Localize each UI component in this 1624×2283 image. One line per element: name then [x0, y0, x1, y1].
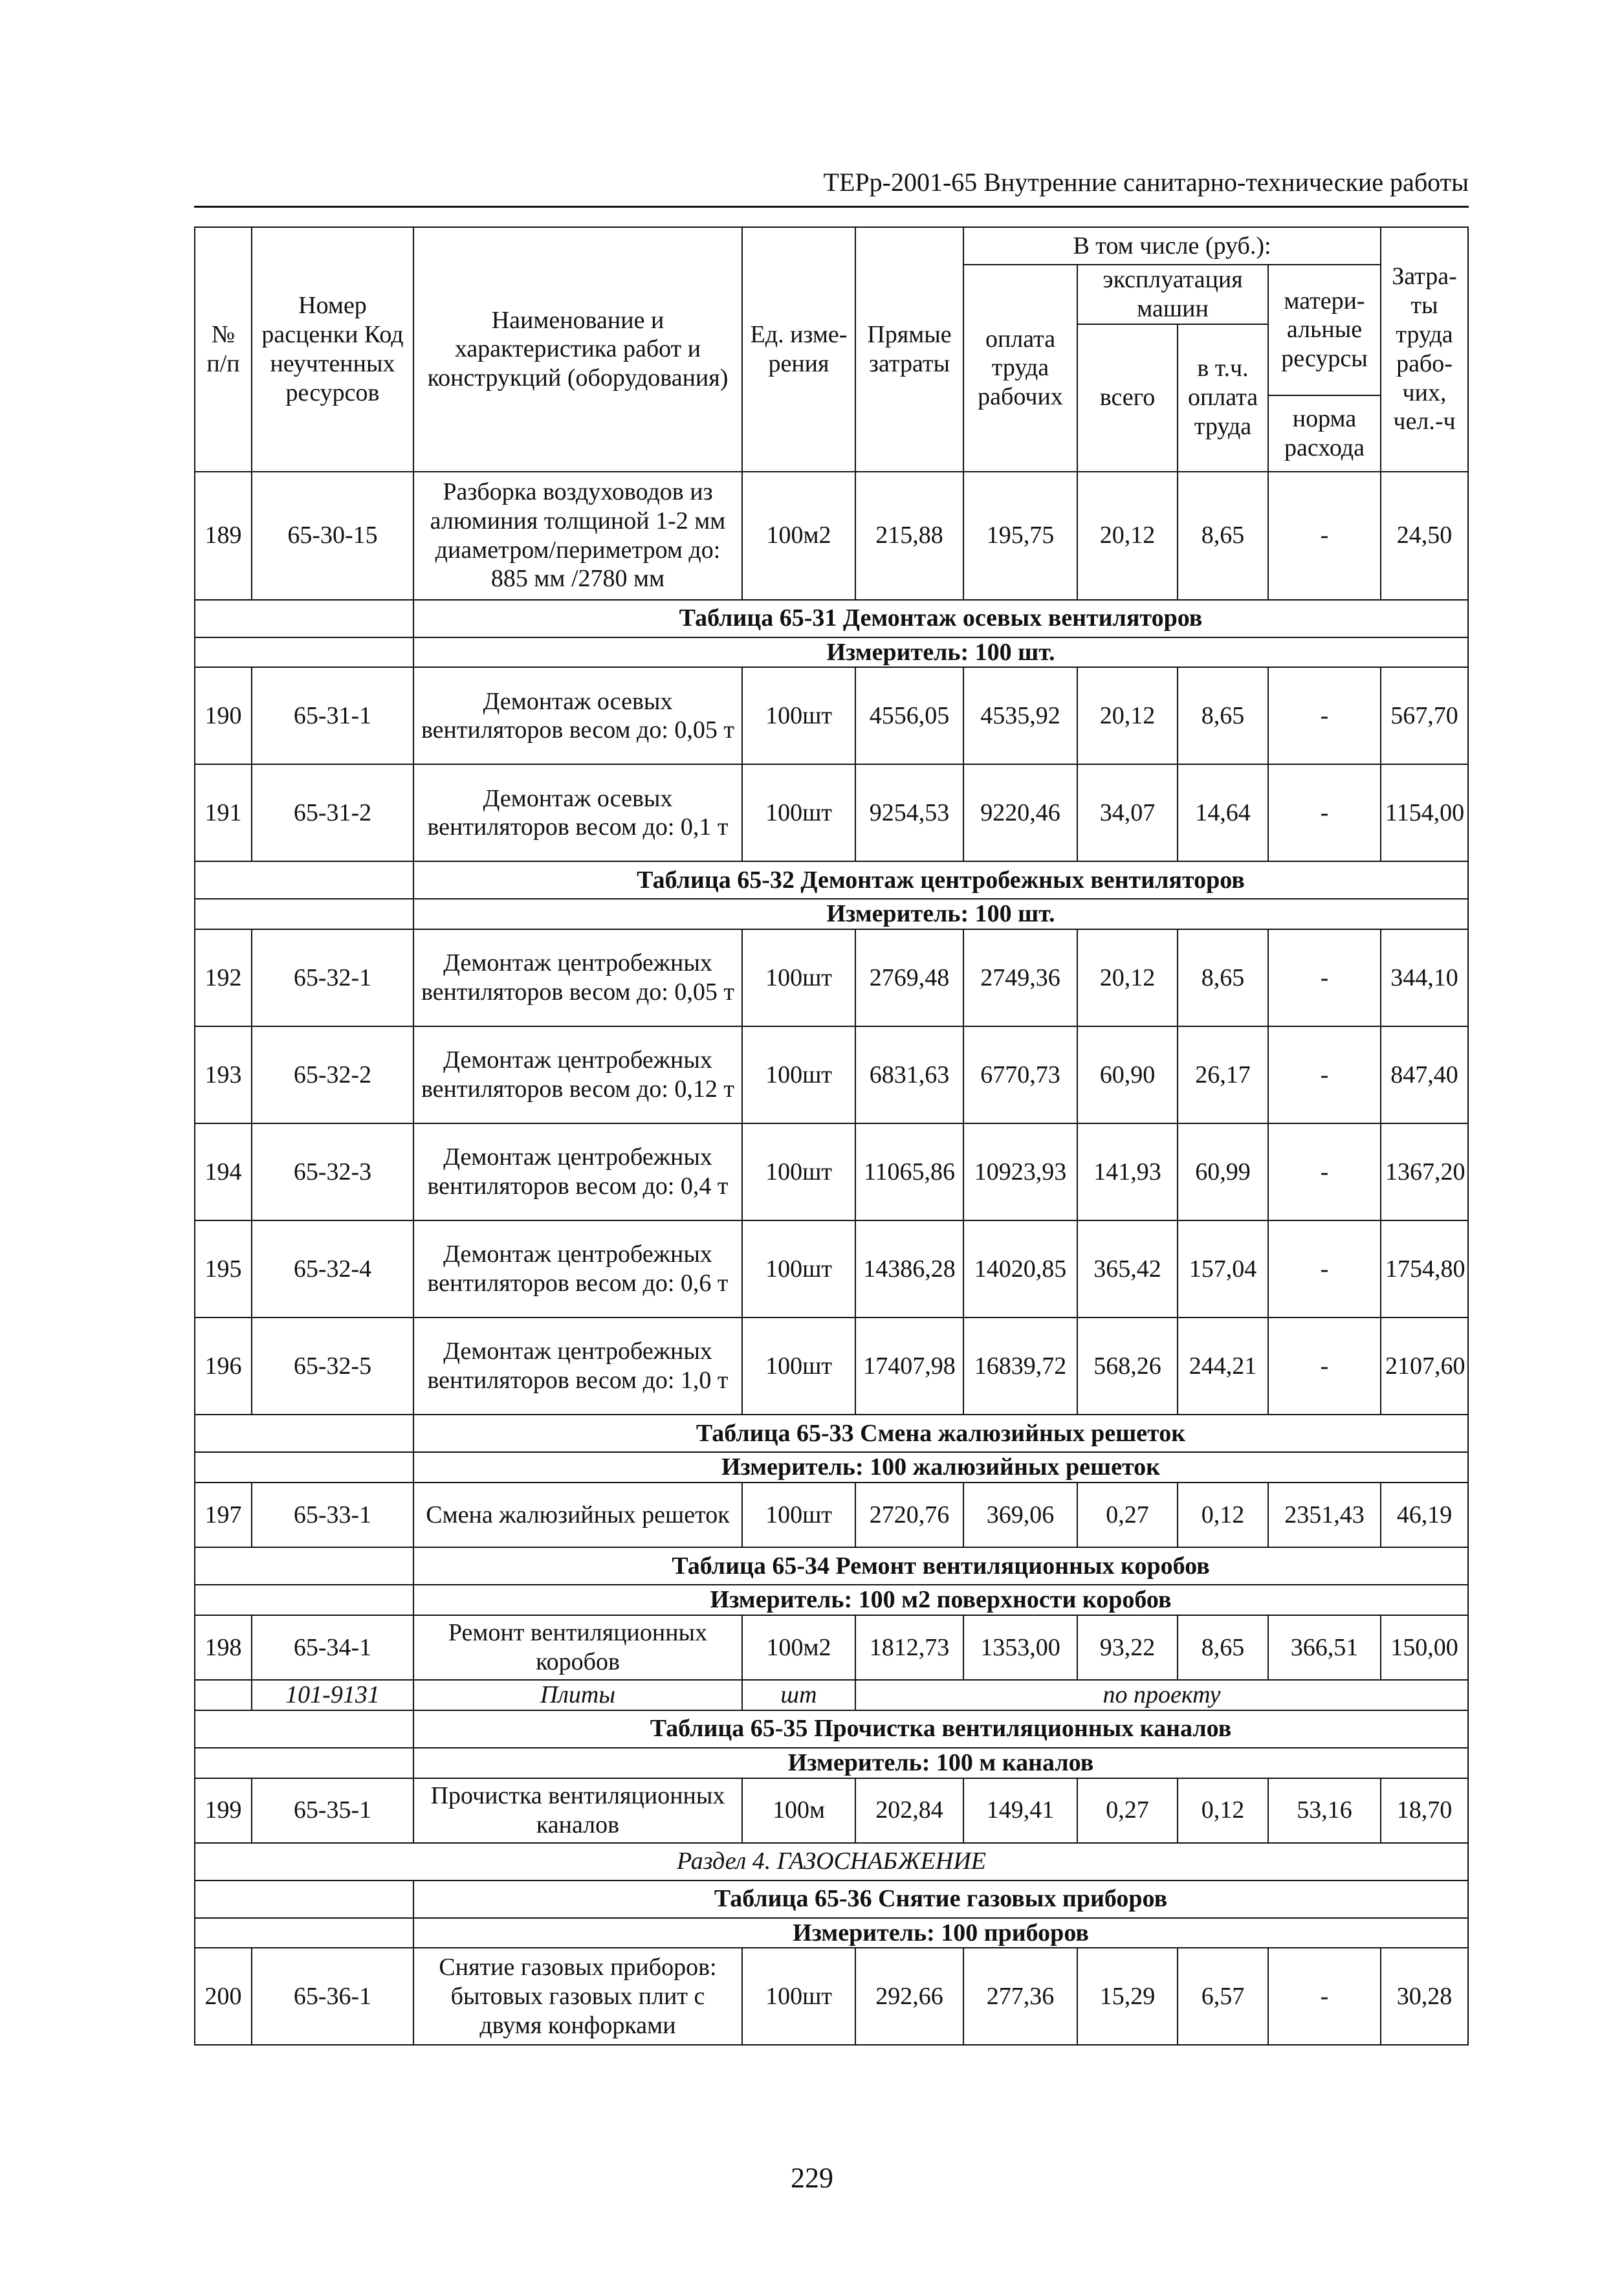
header-rule — [194, 206, 1469, 208]
row-name: Разборка воздуховодов из алюминия толщиной 1-2 мм диаметром/периметром до: 885 мм /2780 мм — [413, 472, 742, 600]
row-machines-pay: 0,12 — [1178, 1483, 1268, 1547]
row-code: 65-31-1 — [252, 667, 413, 764]
row-materials: - — [1268, 1123, 1381, 1220]
row-code: 65-32-4 — [252, 1220, 413, 1318]
row-machines-total: 34,07 — [1077, 764, 1178, 861]
table-row — [195, 1026, 1468, 1123]
row-code: 65-33-1 — [252, 1483, 413, 1547]
row-direct-cost: 14386,28 — [855, 1220, 963, 1318]
row-machines-pay: 244,21 — [1178, 1318, 1268, 1415]
col-header-machines-pay: в т.ч. оплата труда — [1178, 324, 1268, 472]
col-header-machines-total: всего — [1077, 324, 1178, 472]
table-body — [195, 227, 1468, 2045]
row-materials: - — [1268, 1948, 1381, 2045]
row-materials: 2351,43 — [1268, 1483, 1381, 1547]
table-row — [195, 1615, 1468, 1680]
resource-name: Плиты — [413, 1680, 742, 1710]
meter-spacer — [195, 1748, 413, 1778]
row-name: Снятие газовых приборов: бытовых газовых плит с двумя конфорками — [413, 1948, 742, 2045]
row-unit: 100м — [742, 1778, 855, 1843]
row-direct-cost: 292,66 — [855, 1948, 963, 2045]
row-materials: - — [1268, 764, 1381, 861]
table-meter: Измеритель: 100 шт. — [413, 899, 1468, 929]
table-title-row — [195, 1880, 1468, 1918]
row-machines-pay: 8,65 — [1178, 929, 1268, 1026]
col-header-incl: В том числе (руб.): — [963, 227, 1381, 265]
part-title-row — [195, 1843, 1468, 1880]
row-unit: 100шт — [742, 1483, 855, 1547]
price-table — [194, 226, 1469, 2046]
table-meter: Измеритель: 100 шт. — [413, 637, 1468, 668]
row-unit: 100шт — [742, 1948, 855, 2045]
row-direct-cost: 215,88 — [855, 472, 963, 600]
row-labor-hours: 150,00 — [1381, 1615, 1468, 1680]
row-name: Ремонт вентиляционных коробов — [413, 1615, 742, 1680]
row-number: 198 — [195, 1615, 252, 1680]
meter-spacer — [195, 1918, 413, 1948]
row-unit: 100шт — [742, 1026, 855, 1123]
row-labor-hours: 567,70 — [1381, 667, 1468, 764]
resource-unit: шт — [742, 1680, 855, 1710]
row-direct-cost: 6831,63 — [855, 1026, 963, 1123]
row-name: Демонтаж центробежных вентиляторов весом до: 0,4 т — [413, 1123, 742, 1220]
row-direct-cost: 11065,86 — [855, 1123, 963, 1220]
table-row — [195, 929, 1468, 1026]
table-row — [195, 472, 1468, 600]
row-machines-total: 141,93 — [1077, 1123, 1178, 1220]
row-unit: 100шт — [742, 1220, 855, 1318]
row-materials: - — [1268, 929, 1381, 1026]
row-labor-pay: 149,41 — [963, 1778, 1077, 1843]
row-machines-total: 93,22 — [1077, 1615, 1178, 1680]
row-machines-total: 60,90 — [1077, 1026, 1178, 1123]
page-number: 229 — [791, 2162, 833, 2194]
row-unit: 100м2 — [742, 1615, 855, 1680]
row-direct-cost: 9254,53 — [855, 764, 963, 861]
table-title-row — [195, 861, 1468, 899]
table-title: Таблица 65-34 Ремонт вентиляционных коробов — [413, 1547, 1468, 1585]
title-spacer — [195, 1547, 413, 1585]
col-header-code: Номер расценки Код неучтенных ресурсов — [252, 227, 413, 472]
row-code: 65-32-3 — [252, 1123, 413, 1220]
row-number: 192 — [195, 929, 252, 1026]
row-unit: 100м2 — [742, 472, 855, 600]
row-unit: 100шт — [742, 929, 855, 1026]
row-direct-cost: 2769,48 — [855, 929, 963, 1026]
table-title: Таблица 65-33 Смена жалюзийных решеток — [413, 1415, 1468, 1452]
title-spacer — [195, 600, 413, 637]
table-row — [195, 667, 1468, 764]
row-labor-hours: 18,70 — [1381, 1778, 1468, 1843]
row-labor-hours: 24,50 — [1381, 472, 1468, 600]
meter-spacer — [195, 637, 413, 668]
row-machines-pay: 60,99 — [1178, 1123, 1268, 1220]
row-machines-pay: 8,65 — [1178, 472, 1268, 600]
row-labor-hours: 46,19 — [1381, 1483, 1468, 1547]
col-header-direct: Прямые затраты — [855, 227, 963, 472]
table-row — [195, 1220, 1468, 1318]
row-name: Демонтаж центробежных вентиляторов весом до: 0,05 т — [413, 929, 742, 1026]
row-labor-pay: 10923,93 — [963, 1123, 1077, 1220]
row-code: 65-36-1 — [252, 1948, 413, 2045]
col-header-machines: эксплуатация машин — [1077, 265, 1268, 324]
resource-norm: по проекту — [855, 1680, 1468, 1710]
row-number: 191 — [195, 764, 252, 861]
row-number: 197 — [195, 1483, 252, 1547]
table-row — [195, 1948, 1468, 2045]
row-code: 65-32-5 — [252, 1318, 413, 1415]
row-unit: 100шт — [742, 667, 855, 764]
table-row — [195, 1483, 1468, 1547]
col-header-labor-hours: Затра-ты труда рабо-чих, чел.-ч — [1381, 227, 1468, 472]
row-direct-cost: 17407,98 — [855, 1318, 963, 1415]
row-labor-hours: 847,40 — [1381, 1026, 1468, 1123]
row-labor-hours: 2107,60 — [1381, 1318, 1468, 1415]
row-labor-pay: 277,36 — [963, 1948, 1077, 2045]
row-labor-pay: 16839,72 — [963, 1318, 1077, 1415]
row-labor-pay: 369,06 — [963, 1483, 1077, 1547]
row-materials: - — [1268, 1318, 1381, 1415]
meter-row — [195, 1748, 1468, 1778]
row-direct-cost: 2720,76 — [855, 1483, 963, 1547]
title-spacer — [195, 1710, 413, 1748]
row-unit: 100шт — [742, 764, 855, 861]
meter-spacer — [195, 899, 413, 929]
row-direct-cost: 4556,05 — [855, 667, 963, 764]
document-header: ТЕРр-2001-65 Внутренние санитарно-технические работы — [823, 168, 1469, 197]
row-labor-hours: 1754,80 — [1381, 1220, 1468, 1318]
row-name: Демонтаж центробежных вентиляторов весом до: 0,12 т — [413, 1026, 742, 1123]
meter-row — [195, 637, 1468, 668]
row-code: 65-30-15 — [252, 472, 413, 600]
row-number: 189 — [195, 472, 252, 600]
row-direct-cost: 1812,73 — [855, 1615, 963, 1680]
row-labor-hours: 30,28 — [1381, 1948, 1468, 2045]
table-title-row — [195, 1547, 1468, 1585]
row-code: 65-31-2 — [252, 764, 413, 861]
row-name: Смена жалюзийных решеток — [413, 1483, 742, 1547]
row-machines-total: 0,27 — [1077, 1483, 1178, 1547]
row-materials: - — [1268, 472, 1381, 600]
title-spacer — [195, 1880, 413, 1918]
row-labor-hours: 1367,20 — [1381, 1123, 1468, 1220]
col-header-name: Наименование и характеристика работ и конструкций (оборудования) — [413, 227, 742, 472]
row-unit: 100шт — [742, 1318, 855, 1415]
row-machines-total: 0,27 — [1077, 1778, 1178, 1843]
row-name: Прочистка вентиляционных каналов — [413, 1778, 742, 1843]
table-row — [195, 1318, 1468, 1415]
table-title-row — [195, 600, 1468, 637]
table-title: Таблица 65-36 Снятие газовых приборов — [413, 1880, 1468, 1918]
title-spacer — [195, 861, 413, 899]
row-name: Демонтаж центробежных вентиляторов весом до: 0,6 т — [413, 1220, 742, 1318]
table-title: Таблица 65-31 Демонтаж осевых вентиляторов — [413, 600, 1468, 637]
col-header-labor-pay: оплата труда рабочих — [963, 265, 1077, 472]
row-number: 195 — [195, 1220, 252, 1318]
table-row — [195, 764, 1468, 861]
table-title-row — [195, 1415, 1468, 1452]
row-number: 196 — [195, 1318, 252, 1415]
resource-row — [195, 1680, 1468, 1710]
row-number: 194 — [195, 1123, 252, 1220]
col-header-num: № п/п — [195, 227, 252, 472]
table-meter: Измеритель: 100 приборов — [413, 1918, 1468, 1948]
meter-spacer — [195, 1585, 413, 1615]
table-title-row — [195, 1710, 1468, 1748]
table-row — [195, 1778, 1468, 1843]
row-materials: 366,51 — [1268, 1615, 1381, 1680]
row-labor-hours: 1154,00 — [1381, 764, 1468, 861]
row-labor-pay: 195,75 — [963, 472, 1077, 600]
row-name: Демонтаж осевых вентиляторов весом до: 0,1 т — [413, 764, 742, 861]
row-direct-cost: 202,84 — [855, 1778, 963, 1843]
row-machines-total: 365,42 — [1077, 1220, 1178, 1318]
row-code: 65-32-1 — [252, 929, 413, 1026]
resource-spacer — [195, 1680, 252, 1710]
row-machines-pay: 14,64 — [1178, 764, 1268, 861]
row-machines-total: 20,12 — [1077, 667, 1178, 764]
row-machines-pay: 0,12 — [1178, 1778, 1268, 1843]
title-spacer — [195, 1415, 413, 1452]
row-number: 199 — [195, 1778, 252, 1843]
row-machines-total: 20,12 — [1077, 929, 1178, 1026]
row-labor-pay: 4535,92 — [963, 667, 1077, 764]
col-header-materials-norm: норма расхода — [1268, 395, 1381, 472]
table-title: Таблица 65-35 Прочистка вентиляционных каналов — [413, 1710, 1468, 1748]
table-meter: Измеритель: 100 м каналов — [413, 1748, 1468, 1778]
row-machines-pay: 157,04 — [1178, 1220, 1268, 1318]
table-meter: Измеритель: 100 жалюзийных решеток — [413, 1452, 1468, 1483]
header-row — [195, 227, 1468, 265]
row-labor-pay: 2749,36 — [963, 929, 1077, 1026]
row-labor-pay: 9220,46 — [963, 764, 1077, 861]
row-machines-total: 20,12 — [1077, 472, 1178, 600]
table-title: Таблица 65-32 Демонтаж центробежных вентиляторов — [413, 861, 1468, 899]
row-materials: - — [1268, 1026, 1381, 1123]
meter-spacer — [195, 1452, 413, 1483]
meter-row — [195, 1585, 1468, 1615]
row-number: 200 — [195, 1948, 252, 2045]
row-machines-pay: 6,57 — [1178, 1948, 1268, 2045]
row-labor-pay: 1353,00 — [963, 1615, 1077, 1680]
row-labor-pay: 14020,85 — [963, 1220, 1077, 1318]
col-header-unit: Ед. изме-рения — [742, 227, 855, 472]
row-materials: - — [1268, 1220, 1381, 1318]
row-code: 65-35-1 — [252, 1778, 413, 1843]
table-meter: Измеритель: 100 м2 поверхности коробов — [413, 1585, 1468, 1615]
row-machines-total: 15,29 — [1077, 1948, 1178, 2045]
row-materials: - — [1268, 667, 1381, 764]
row-labor-hours: 344,10 — [1381, 929, 1468, 1026]
meter-row — [195, 1452, 1468, 1483]
row-unit: 100шт — [742, 1123, 855, 1220]
row-code: 65-34-1 — [252, 1615, 413, 1680]
table-row — [195, 1123, 1468, 1220]
row-machines-pay: 8,65 — [1178, 1615, 1268, 1680]
meter-row — [195, 1918, 1468, 1948]
part-title: Раздел 4. ГАЗОСНАБЖЕНИЕ — [195, 1843, 1468, 1880]
meter-row — [195, 899, 1468, 929]
row-labor-pay: 6770,73 — [963, 1026, 1077, 1123]
row-machines-pay: 8,65 — [1178, 667, 1268, 764]
row-name: Демонтаж осевых вентиляторов весом до: 0,05 т — [413, 667, 742, 764]
row-number: 193 — [195, 1026, 252, 1123]
row-name: Демонтаж центробежных вентиляторов весом до: 1,0 т — [413, 1318, 742, 1415]
row-machines-total: 568,26 — [1077, 1318, 1178, 1415]
col-header-materials: матери-альные ресурсы — [1268, 265, 1381, 395]
row-materials: 53,16 — [1268, 1778, 1381, 1843]
row-code: 65-32-2 — [252, 1026, 413, 1123]
resource-code: 101-9131 — [252, 1680, 413, 1710]
row-machines-pay: 26,17 — [1178, 1026, 1268, 1123]
row-number: 190 — [195, 667, 252, 764]
